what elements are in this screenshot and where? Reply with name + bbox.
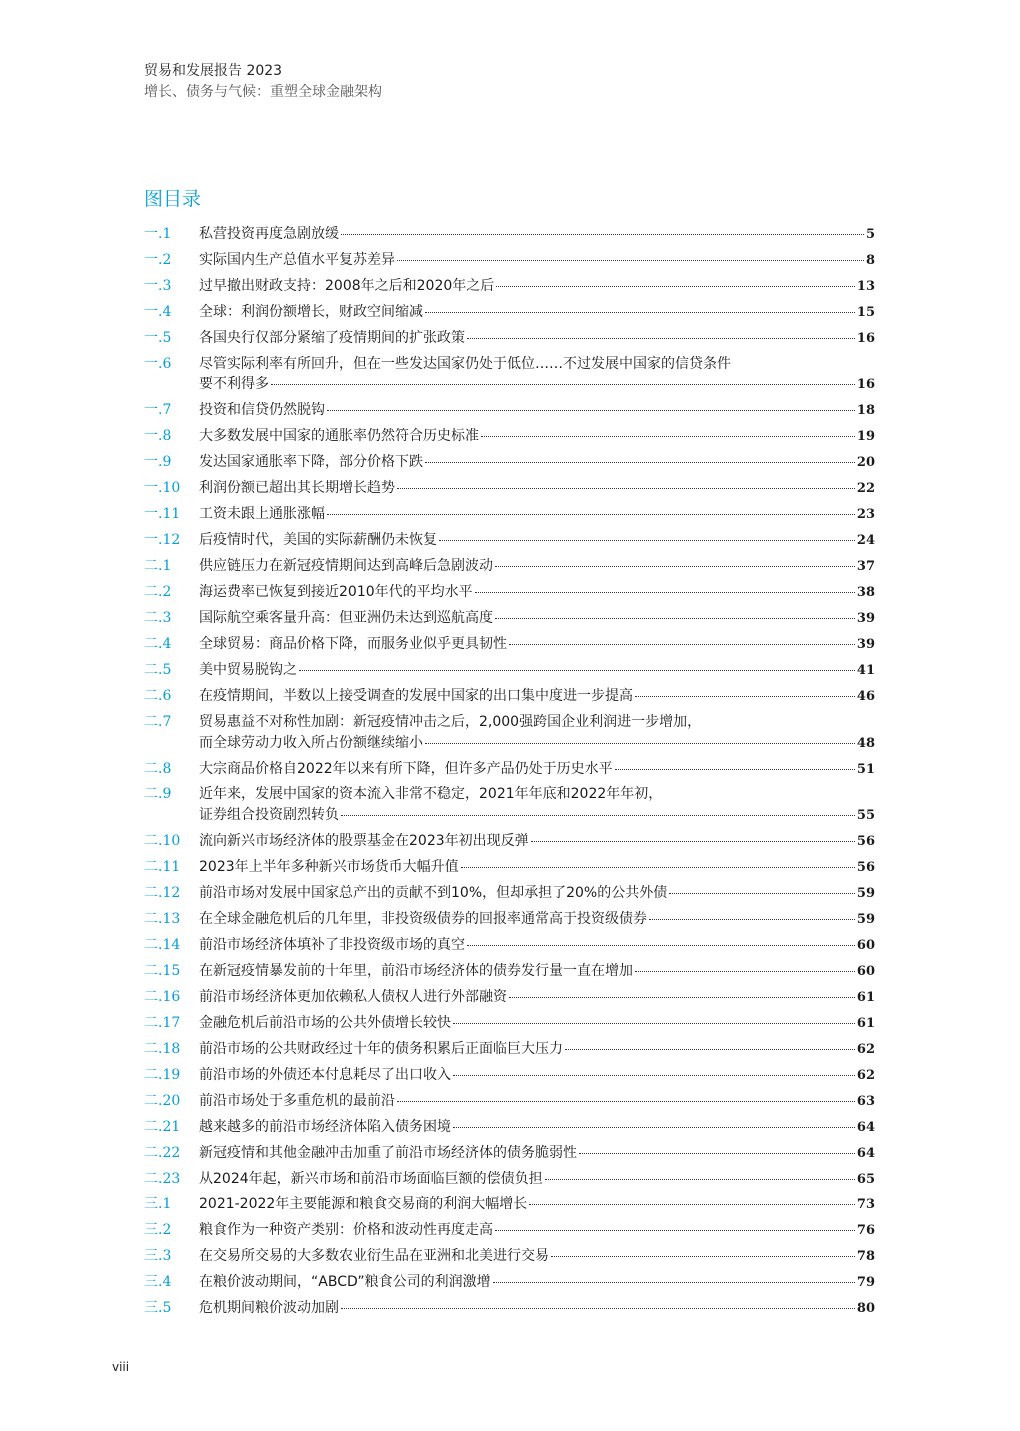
page-ref: 41 — [856, 662, 875, 678]
dot-leader — [341, 1308, 855, 1309]
figure-title: 全球贸易：商品价格下降，而服务业似乎更具韧性 — [199, 636, 507, 652]
page-ref: 38 — [856, 585, 875, 601]
page-ref: 8 — [865, 252, 875, 268]
page-ref: 61 — [856, 989, 875, 1005]
section-title: 图目录 — [144, 188, 202, 210]
toc-entry[interactable] — [144, 831, 875, 853]
figure-title: 实际国内生产总值水平复苏差异 — [199, 251, 395, 268]
figure-entry-body — [199, 1039, 875, 1061]
figure-number: 三.3 — [144, 1248, 172, 1265]
toc-entry[interactable] — [144, 634, 875, 656]
figure-entry-body — [199, 759, 875, 781]
running-header — [144, 62, 382, 101]
figure-title: 金融危机后前沿市场的公共外债增长较快 — [199, 1014, 451, 1031]
figure-number: 三.1 — [144, 1196, 172, 1213]
figure-number: 一.4 — [144, 303, 172, 320]
toc-entry[interactable] — [144, 1298, 875, 1320]
figure-entry-body — [199, 224, 875, 246]
figure-title: 工资未跟上通胀涨幅 — [199, 506, 325, 523]
figure-entry-body — [199, 302, 875, 324]
dot-leader — [271, 384, 855, 385]
dot-leader — [579, 1153, 855, 1154]
figure-title: 在疫情期间，半数以上接受调查的发展中国家的出口集中度进一步提高 — [199, 687, 633, 704]
page-ref: 76 — [856, 1223, 875, 1239]
figure-number: 一.1 — [144, 226, 172, 242]
figure-entry-body — [199, 660, 875, 682]
figure-number: 二.21 — [144, 1118, 181, 1135]
figure-number: 二.5 — [144, 661, 172, 678]
figure-entry-body — [199, 250, 875, 272]
figure-number: 一.7 — [144, 402, 172, 419]
figure-title: 2023年上半年多种新兴市场货币大幅升值 — [199, 859, 459, 876]
page-ref: 16 — [856, 377, 875, 393]
figure-entry-body — [199, 634, 875, 656]
page-ref: 16 — [856, 330, 875, 346]
dot-leader — [397, 488, 855, 489]
figure-number: 二.8 — [144, 760, 172, 777]
figure-title: 大宗商品价格自2022年以来有所下降，但许多产品仍处于历史水平 — [199, 760, 613, 777]
figure-title: 国际航空乘客量升高：但亚洲仍未达到巡航高度 — [199, 610, 493, 627]
dot-leader — [341, 234, 864, 235]
figure-entry-body — [199, 400, 875, 422]
figure-entry-body — [199, 582, 875, 604]
page-ref: 64 — [856, 1119, 875, 1135]
page-ref: 63 — [856, 1093, 875, 1109]
figure-number: 二.12 — [144, 885, 181, 902]
figure-entry-body — [199, 712, 875, 754]
figure-number: 一.12 — [144, 532, 181, 549]
page-ref: 13 — [856, 278, 875, 294]
figure-number: 二.18 — [144, 1040, 181, 1057]
dot-leader — [615, 769, 855, 770]
page-ref: 56 — [856, 834, 875, 850]
figure-title-line: 尽管实际利率有所回升，但在一些发达国家仍处于低位……不过发展中国家的信贷条件 — [199, 355, 731, 372]
figure-title: 各国央行仅部分紧缩了疫情期间的扩张政策 — [199, 329, 465, 346]
figure-number: 一.5 — [144, 329, 172, 346]
toc-entry[interactable] — [144, 1117, 875, 1139]
figure-title: 海运费率已恢复到接近2010年代的平均水平 — [199, 584, 473, 601]
figure-entry-body — [199, 784, 875, 826]
toc-entry[interactable] — [144, 1169, 875, 1191]
dot-leader — [495, 618, 855, 619]
figure-title: 前沿市场的外债还本付息耗尽了出口收入 — [199, 1066, 451, 1083]
figure-title: 在全球金融危机后的几年里，非投资级债券的回报率通常高于投资级债券 — [199, 910, 647, 927]
toc-entry[interactable] — [144, 1246, 875, 1268]
toc-entry[interactable] — [144, 426, 875, 448]
figure-title: 供应链压力在新冠疫情期间达到高峰后急剧波动 — [199, 558, 493, 575]
figure-entry-body — [199, 608, 875, 630]
figure-title: 流向新兴市场经济体的股票基金在2023年初出现反弹 — [199, 833, 529, 850]
page-ref: 59 — [856, 911, 875, 927]
page-ref: 24 — [856, 533, 875, 549]
toc-entry[interactable] — [144, 759, 875, 781]
figure-entry-body — [199, 1143, 875, 1165]
figure-number: 一.9 — [144, 454, 172, 471]
toc-entry[interactable] — [144, 660, 875, 682]
dot-leader — [453, 1127, 855, 1128]
page-ref: 55 — [856, 808, 875, 824]
figure-entry-body — [199, 1091, 875, 1113]
dot-leader — [529, 1204, 855, 1205]
figure-number: 三.2 — [144, 1222, 172, 1239]
dot-leader — [496, 286, 855, 287]
page-ref: 51 — [856, 761, 875, 777]
figure-number: 一.3 — [144, 277, 172, 294]
dot-leader — [425, 462, 855, 463]
figure-title: 前沿市场对发展中国家总产出的贡献不到10%，但却承担了20%的公共外债 — [199, 885, 668, 902]
figure-entry-body — [199, 452, 875, 474]
toc-entry[interactable] — [144, 883, 875, 905]
figure-number: 一.11 — [144, 506, 181, 523]
page-ref: 56 — [856, 860, 875, 876]
figure-number: 二.7 — [144, 713, 172, 730]
toc-entry[interactable] — [144, 452, 875, 474]
toc-entry[interactable] — [144, 556, 875, 578]
figure-title: 前沿市场的公共财政经过十年的债务积累后正面临巨大压力 — [199, 1040, 563, 1057]
dot-leader — [341, 815, 855, 816]
figure-title: 大多数发展中国家的通胀率仍然符合历史标准 — [199, 428, 479, 445]
page-ref: 18 — [856, 403, 875, 419]
figure-number: 二.17 — [144, 1014, 181, 1031]
dot-leader — [495, 566, 855, 567]
figure-entry-body — [199, 530, 875, 552]
toc-entry[interactable] — [144, 1220, 875, 1242]
dot-leader — [439, 540, 855, 541]
figure-title: 前沿市场处于多重危机的最前沿 — [199, 1092, 395, 1109]
toc-entry[interactable] — [144, 478, 875, 500]
toc-entry[interactable] — [144, 1194, 875, 1216]
figure-title: 投资和信贷仍然脱钩 — [199, 402, 325, 419]
report-title: 贸易和发展报告 2023 — [144, 63, 283, 79]
dot-leader — [493, 1282, 855, 1283]
page-ref: 61 — [856, 1015, 875, 1031]
figure-number: 一.2 — [144, 251, 172, 268]
toc-entry[interactable] — [144, 909, 875, 931]
figure-title: 后疫情时代，美国的实际薪酬仍未恢复 — [199, 532, 437, 549]
figure-number: 二.11 — [144, 859, 181, 876]
figure-entry-body — [199, 883, 875, 905]
toc-entry[interactable] — [144, 250, 875, 272]
page-ref: 37 — [856, 559, 875, 575]
toc-entry[interactable] — [144, 961, 875, 983]
figure-entry-body — [199, 478, 875, 500]
figure-entry-body — [199, 1246, 875, 1268]
dot-leader — [531, 841, 855, 842]
toc-entry[interactable] — [144, 354, 875, 396]
dot-leader — [397, 260, 864, 261]
figure-number: 二.13 — [144, 910, 181, 927]
page-ref: 60 — [856, 963, 875, 979]
toc-entry[interactable] — [144, 987, 875, 1009]
figure-number: 二.9 — [144, 786, 172, 803]
figure-title: 新冠疫情和其他金融冲击加重了前沿市场经济体的债务脆弱性 — [199, 1144, 577, 1161]
figure-title: 从2024年起，新兴市场和前沿市场面临巨额的偿债负担 — [199, 1170, 543, 1187]
dot-leader — [327, 514, 855, 515]
figure-entry-body — [199, 857, 875, 879]
figure-title: 全球：利润份额增长，财政空间缩减 — [199, 303, 423, 320]
figure-title: 越来越多的前沿市场经济体陷入债务困境 — [199, 1118, 451, 1135]
figure-number: 二.22 — [144, 1144, 181, 1161]
figure-title: 过早撤出财政支持：2008年之后和2020年之后 — [199, 277, 495, 294]
page-ref: 64 — [856, 1145, 875, 1161]
dot-leader — [327, 410, 855, 411]
page-ref: 20 — [856, 455, 875, 471]
dot-leader — [545, 1179, 855, 1180]
dot-leader — [635, 971, 855, 972]
figure-number: 二.1 — [144, 558, 172, 575]
figure-number: 二.2 — [144, 584, 172, 601]
toc-entry[interactable] — [144, 784, 875, 826]
figure-title: 在新冠疫情暴发前的十年里，前沿市场经济体的债券发行量一直在增加 — [199, 962, 633, 979]
toc-entry[interactable] — [144, 1013, 875, 1035]
figure-number: 二.10 — [144, 833, 181, 850]
toc-entry[interactable] — [144, 328, 875, 350]
figure-entry-body — [199, 354, 875, 396]
figure-entry-body — [199, 961, 875, 983]
figure-number: 一.8 — [144, 428, 172, 445]
toc-entry[interactable] — [144, 1039, 875, 1061]
page-ref: 59 — [856, 886, 875, 902]
figure-number: 三.4 — [144, 1274, 172, 1291]
figure-entry-body — [199, 1272, 875, 1294]
page-ref: 22 — [856, 481, 875, 497]
figure-number: 二.15 — [144, 962, 181, 979]
dot-leader — [495, 1230, 855, 1231]
figure-title: 美中贸易脱钩之 — [199, 661, 297, 678]
figure-title: 粮食作为一种资产类别：价格和波动性再度走高 — [199, 1222, 493, 1239]
toc-entry[interactable] — [144, 935, 875, 957]
dot-leader — [649, 919, 855, 920]
figure-title: 发达国家通胀率下降，部分价格下跌 — [199, 454, 423, 471]
page-ref: 48 — [856, 735, 875, 751]
dot-leader — [467, 338, 855, 339]
figure-entry-body — [199, 935, 875, 957]
page-ref: 62 — [856, 1041, 875, 1057]
figure-title: 2021-2022年主要能源和粮食交易商的利润大幅增长 — [199, 1196, 528, 1213]
toc-entry[interactable] — [144, 712, 875, 754]
figure-entry-body — [199, 556, 875, 578]
figure-entry-body — [199, 987, 875, 1009]
figure-title: 利润份额已超出其长期增长趋势 — [199, 480, 395, 497]
figure-title: 要不利得多 — [199, 376, 269, 393]
page-ref: 39 — [856, 637, 875, 652]
page-ref: 78 — [856, 1249, 875, 1265]
page-ref: 79 — [856, 1275, 875, 1291]
figure-number: 一.10 — [144, 480, 181, 497]
dot-leader — [467, 945, 855, 946]
toc-entry[interactable] — [144, 302, 875, 324]
dot-leader — [453, 1075, 855, 1076]
figure-title: 而全球劳动力收入所占份额继续缩小 — [199, 734, 423, 751]
toc-entry[interactable] — [144, 530, 875, 552]
toc-entry[interactable] — [144, 224, 875, 246]
figure-title: 在粮价波动期间，“ABCD”粮食公司的利润激增 — [199, 1274, 491, 1291]
page-ref: 73 — [856, 1197, 875, 1213]
figure-entry-body — [199, 1194, 875, 1216]
toc-entry[interactable] — [144, 1143, 875, 1165]
figure-title: 前沿市场经济体填补了非投资级市场的真空 — [199, 936, 465, 953]
figure-number: 二.16 — [144, 988, 181, 1005]
figure-number: 三.5 — [144, 1300, 172, 1317]
figure-number: 二.4 — [144, 636, 172, 652]
dot-leader — [453, 1023, 855, 1024]
figure-title: 在交易所交易的大多数农业衍生品在亚洲和北美进行交易 — [199, 1248, 549, 1265]
toc-entry[interactable] — [144, 686, 875, 708]
dot-leader — [425, 743, 855, 744]
figure-number: 二.3 — [144, 610, 172, 627]
page-ref: 39 — [856, 611, 875, 627]
dot-leader — [461, 867, 855, 868]
dot-leader — [475, 592, 855, 593]
figure-entry-body — [199, 686, 875, 708]
figure-title: 危机期间粮价波动加剧 — [199, 1300, 339, 1317]
page-ref: 19 — [856, 429, 875, 445]
figure-entry-body — [199, 1013, 875, 1035]
dot-leader — [551, 1256, 855, 1257]
toc-entry[interactable] — [144, 1065, 875, 1087]
toc-entry[interactable] — [144, 1272, 875, 1294]
figure-entry-body — [199, 1298, 875, 1320]
figure-entry-body — [199, 328, 875, 350]
figure-number: 二.23 — [144, 1170, 181, 1187]
figure-number: 二.6 — [144, 687, 172, 704]
dot-leader — [509, 644, 855, 645]
figure-number: 一.6 — [144, 355, 172, 372]
page-ref: 5 — [865, 227, 875, 242]
page-number: viii — [112, 1360, 130, 1374]
dot-leader — [425, 312, 855, 313]
figure-title-line: 近年来，发展中国家的资本流入非常不稳定，2021年年底和2022年年初， — [199, 786, 663, 803]
figure-entry-body — [199, 504, 875, 526]
toc-entry[interactable] — [144, 1091, 875, 1113]
figure-title-line: 贸易惠益不对称性加剧：新冠疫情冲击之后，2,000强跨国企业利润进一步增加， — [199, 713, 702, 730]
report-subtitle: 增长、债务与气候：重塑全球金融架构 — [144, 84, 382, 100]
figure-entry-body — [199, 1169, 875, 1191]
dot-leader — [565, 1049, 855, 1050]
page-ref: 62 — [856, 1067, 875, 1083]
toc-entry[interactable] — [144, 857, 875, 879]
dot-leader — [635, 696, 855, 697]
figure-entry-body — [199, 831, 875, 853]
toc-entry[interactable] — [144, 276, 875, 298]
page-ref: 60 — [856, 937, 875, 953]
figure-entry-body — [199, 1065, 875, 1087]
dot-leader — [481, 436, 855, 437]
figure-entry-body — [199, 1117, 875, 1139]
toc-entry[interactable] — [144, 582, 875, 604]
figure-entry-body — [199, 909, 875, 931]
page-ref: 65 — [856, 1171, 875, 1187]
figure-number: 二.14 — [144, 936, 181, 953]
toc-entry[interactable] — [144, 504, 875, 526]
page-ref: 23 — [856, 507, 875, 523]
figure-title: 前沿市场经济体更加依赖私人债权人进行外部融资 — [199, 988, 507, 1005]
toc-entry[interactable] — [144, 608, 875, 630]
dot-leader — [669, 893, 855, 894]
figure-list — [144, 224, 875, 1324]
figure-number: 二.19 — [144, 1066, 181, 1083]
figure-entry-body — [199, 426, 875, 448]
figure-title: 私营投资再度急剧放缓 — [199, 226, 339, 242]
figure-entry-body — [199, 276, 875, 298]
figure-number: 二.20 — [144, 1092, 181, 1109]
page-ref: 46 — [856, 688, 875, 704]
toc-entry[interactable] — [144, 400, 875, 422]
dot-leader — [509, 997, 855, 998]
page-ref: 80 — [856, 1301, 875, 1317]
figure-title: 证券组合投资剧烈转负 — [199, 807, 339, 824]
page-ref: 15 — [856, 304, 875, 320]
dot-leader — [299, 670, 855, 671]
figure-entry-body — [199, 1220, 875, 1242]
dot-leader — [397, 1101, 855, 1102]
